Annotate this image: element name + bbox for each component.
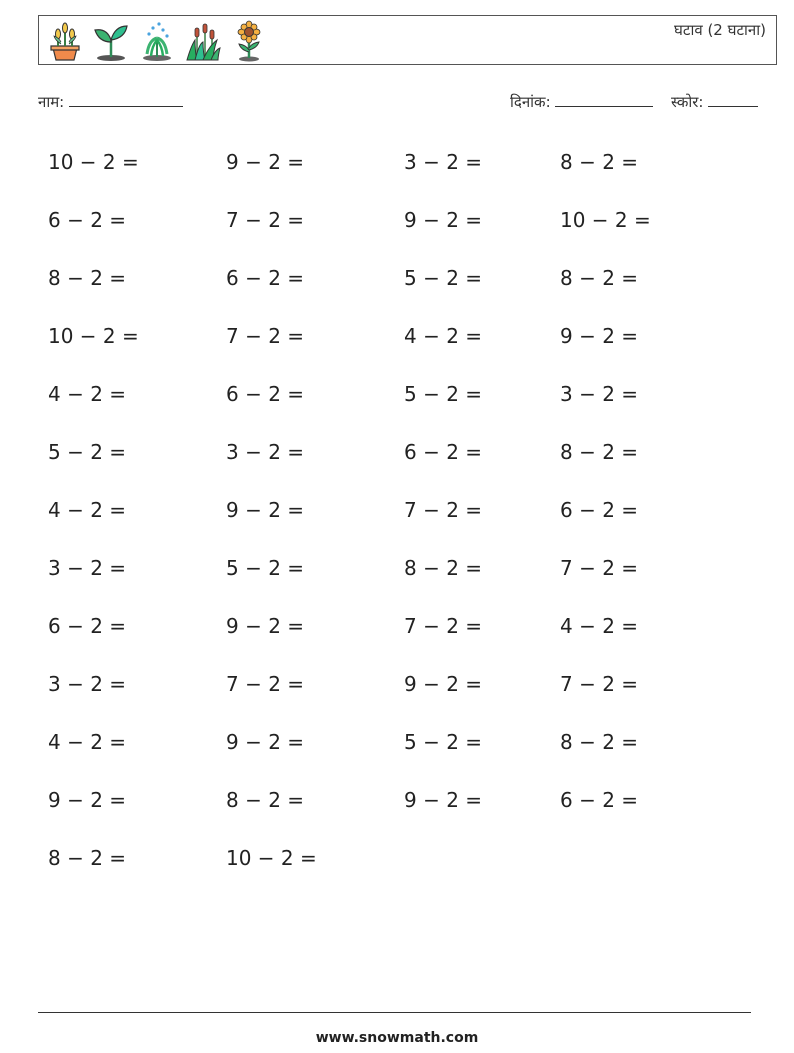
problem-6-2: 3 − 2 = <box>226 440 305 464</box>
problem-6-4: 8 − 2 = <box>560 440 639 464</box>
problem-9-3: 7 − 2 = <box>404 614 483 638</box>
potted-wheat-icon <box>47 20 83 62</box>
footer-divider <box>38 1012 751 1013</box>
problem-9-2: 9 − 2 = <box>226 614 305 638</box>
problem-5-3: 5 − 2 = <box>404 382 483 406</box>
problem-7-2: 9 − 2 = <box>226 498 305 522</box>
name-label: नाम: <box>38 93 65 111</box>
problem-11-1: 4 − 2 = <box>48 730 127 754</box>
problem-12-3: 9 − 2 = <box>404 788 483 812</box>
problem-1-2: 9 − 2 = <box>226 150 305 174</box>
problem-4-3: 4 − 2 = <box>404 324 483 348</box>
problem-11-4: 8 − 2 = <box>560 730 639 754</box>
problem-13-2: 10 − 2 = <box>226 846 317 870</box>
name-line <box>69 92 183 107</box>
problem-2-2: 7 − 2 = <box>226 208 305 232</box>
problem-11-3: 5 − 2 = <box>404 730 483 754</box>
problem-3-2: 6 − 2 = <box>226 266 305 290</box>
problem-5-4: 3 − 2 = <box>560 382 639 406</box>
problem-8-4: 7 − 2 = <box>560 556 639 580</box>
problem-10-3: 9 − 2 = <box>404 672 483 696</box>
problem-10-2: 7 − 2 = <box>226 672 305 696</box>
problem-4-1: 10 − 2 = <box>48 324 139 348</box>
problem-1-4: 8 − 2 = <box>560 150 639 174</box>
footer-url: www.snowmath.com <box>315 1030 479 1046</box>
problem-12-2: 8 − 2 = <box>226 788 305 812</box>
date-line <box>555 92 653 107</box>
problem-7-1: 4 − 2 = <box>48 498 127 522</box>
problem-2-1: 6 − 2 = <box>48 208 127 232</box>
problem-8-1: 3 − 2 = <box>48 556 127 580</box>
date-score-fields <box>510 92 758 112</box>
problem-3-4: 8 − 2 = <box>560 266 639 290</box>
sunflower-icon <box>231 20 267 62</box>
problem-11-2: 9 − 2 = <box>226 730 305 754</box>
problem-5-1: 4 − 2 = <box>48 382 127 406</box>
problem-3-1: 8 − 2 = <box>48 266 127 290</box>
problem-9-4: 4 − 2 = <box>560 614 639 638</box>
watering-plant-icon <box>139 20 175 62</box>
problem-12-1: 9 − 2 = <box>48 788 127 812</box>
sprout-icon <box>93 20 129 62</box>
problem-12-4: 6 − 2 = <box>560 788 639 812</box>
problem-8-2: 5 − 2 = <box>226 556 305 580</box>
problem-6-1: 5 − 2 = <box>48 440 127 464</box>
problem-10-1: 3 − 2 = <box>48 672 127 696</box>
score-label: स्कोर: <box>670 93 704 111</box>
problem-7-3: 7 − 2 = <box>404 498 483 522</box>
worksheet-header <box>38 15 777 65</box>
header-icons <box>47 20 267 62</box>
problem-1-1: 10 − 2 = <box>48 150 139 174</box>
score-line <box>708 92 758 107</box>
problem-2-4: 10 − 2 = <box>560 208 651 232</box>
problem-2-3: 9 − 2 = <box>404 208 483 232</box>
problem-7-4: 6 − 2 = <box>560 498 639 522</box>
problem-8-3: 8 − 2 = <box>404 556 483 580</box>
problem-1-3: 3 − 2 = <box>404 150 483 174</box>
problem-4-4: 9 − 2 = <box>560 324 639 348</box>
problem-6-3: 6 − 2 = <box>404 440 483 464</box>
name-field <box>38 92 183 112</box>
problem-10-4: 7 − 2 = <box>560 672 639 696</box>
grass-plant-icon <box>185 20 221 62</box>
date-label: दिनांक: <box>510 93 551 111</box>
problem-5-2: 6 − 2 = <box>226 382 305 406</box>
problem-9-1: 6 − 2 = <box>48 614 127 638</box>
problem-13-1: 8 − 2 = <box>48 846 127 870</box>
problem-4-2: 7 − 2 = <box>226 324 305 348</box>
problem-3-3: 5 − 2 = <box>404 266 483 290</box>
worksheet-title: घटाव (2 घटाना) <box>674 21 766 39</box>
